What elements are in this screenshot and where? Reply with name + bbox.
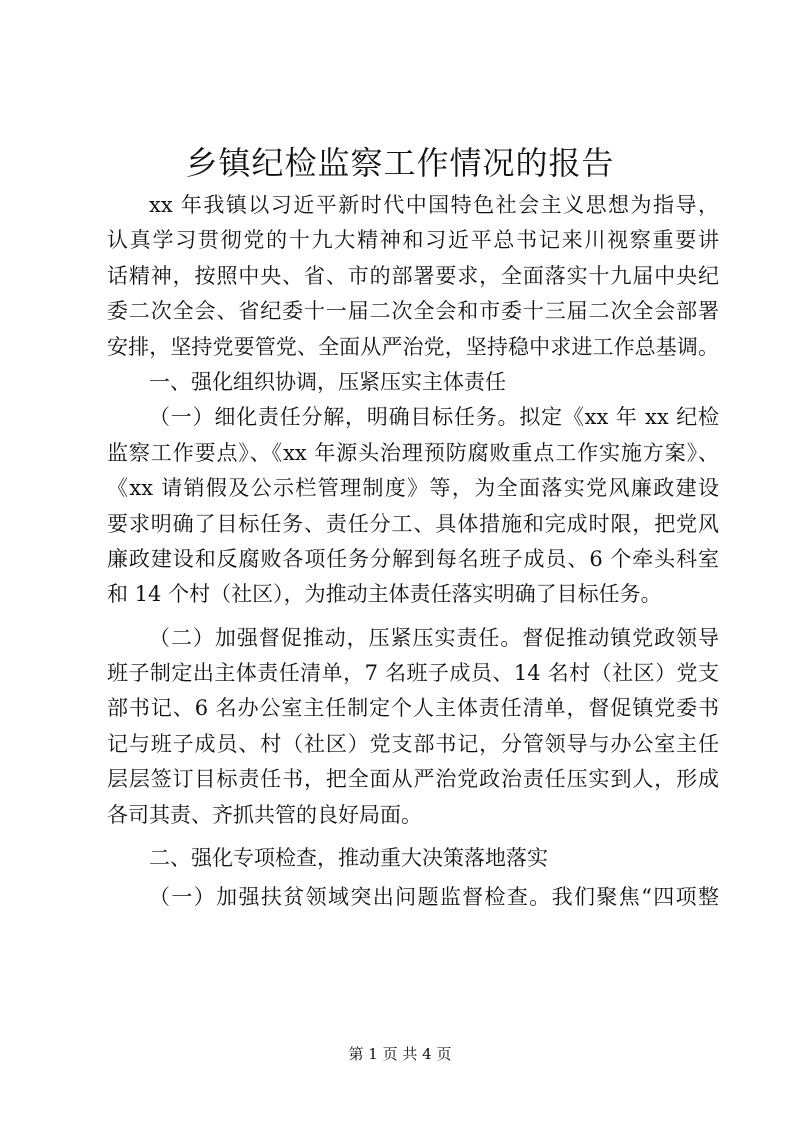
paragraph-line: 各司其责、齐抓共管的良好局面。: [107, 802, 422, 827]
paragraph-line: 班子制定出主体责任清单，7 名班子成员、14 名村（社区）党支: [107, 661, 719, 686]
paragraph-line: 廉政建设和反腐败各项任务分解到每名班子成员、6 个牵头科室: [107, 546, 719, 571]
page-footer: 第 1 页 共 4 页: [348, 1045, 452, 1063]
paragraph-line: 部书记、6 名办公室主任制定个人主体责任清单，督促镇党委书: [107, 696, 719, 721]
paragraph-line: 《xx 请销假及公示栏管理制度》等，为全面落实党风廉政建设: [107, 476, 719, 501]
paragraph-line: （一）加强扶贫领域突出问题监督检查。我们聚焦“四项整: [149, 885, 719, 910]
paragraph-line: 和 14 个村（社区），为推动主体责任落实明确了目标任务。: [107, 582, 662, 607]
paragraph-line: 话精神，按照中央、省、市的部署要求，全面落实十九届中央纪: [107, 263, 719, 288]
paragraph-line: 监察工作要点》、《xx 年源头治理预防腐败重点工作实施方案》、: [107, 440, 719, 465]
paragraph-line: 安排，坚持党要管党、全面从严治党，坚持稳中求进工作总基调。: [107, 334, 719, 359]
paragraph-line: 认真学习贯彻党的十九大精神和习近平总书记来川视察重要讲: [107, 228, 719, 253]
section-heading: 一、强化组织协调，压紧压实主体责任: [149, 369, 506, 394]
section-heading: 二、强化专项检查，推动重大决策落地落实: [149, 846, 548, 871]
paragraph-line: 要求明确了目标任务、责任分工、具体措施和完成时限，把党风: [107, 511, 719, 536]
paragraph-line: （一）细化责任分解，明确目标任务。拟定《xx 年 xx 纪检: [149, 405, 719, 430]
paragraph-line: 层层签订目标责任书，把全面从严治党政治责任压实到人，形成: [107, 767, 719, 792]
paragraph-line: xx 年我镇以习近平新时代中国特色社会主义思想为指导，: [149, 193, 719, 217]
document-title: 乡镇纪检监察工作情况的报告: [185, 144, 615, 182]
paragraph-line: （二）加强督促推动，压紧压实责任。督促推动镇党政领导: [149, 625, 719, 650]
document-body: [107, 188, 719, 916]
paragraph-line: 记与班子成员、村（社区）党支部书记，分管领导与办公室主任: [107, 731, 719, 756]
paragraph-line: 委二次全会、省纪委十一届二次全会和市委十三届二次全会部署: [107, 299, 719, 324]
